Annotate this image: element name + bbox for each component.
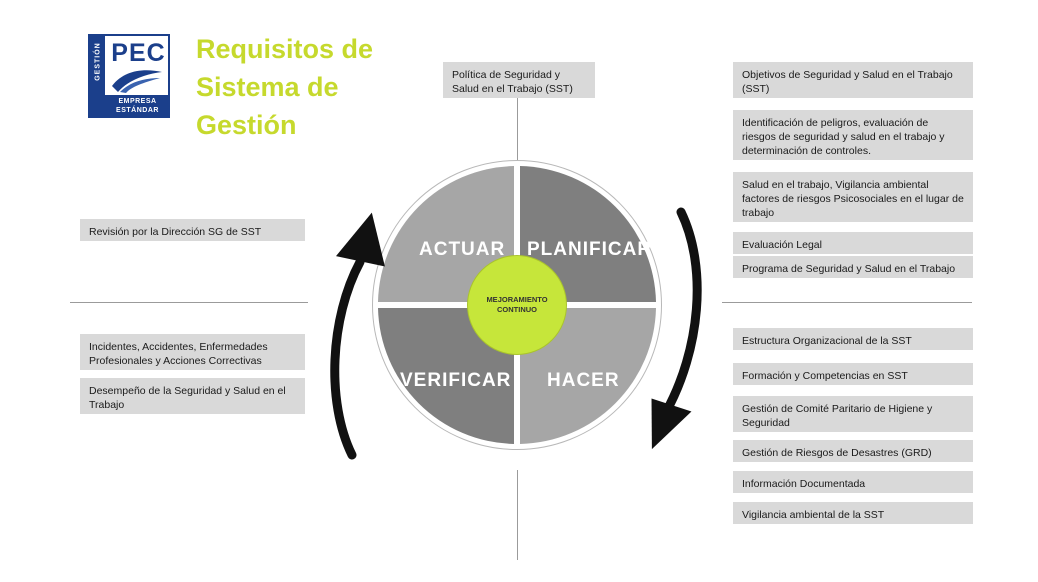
page-title: Requisitos de Sistema de Gestión — [196, 34, 374, 140]
box-top-right-3: Evaluación Legal — [733, 232, 973, 254]
quadrant-label-verificar: VERIFICAR — [400, 370, 512, 391]
box-top-center-0: Política de Seguridad y Salud en el Trabajo (SST) — [443, 62, 595, 98]
divider-bottom — [517, 470, 518, 560]
box-bottom-left-0: Incidentes, Accidentes, Enfermedades Profesionales y Acciones Correctivas — [80, 334, 305, 370]
pec-logo — [88, 34, 170, 118]
logo-band — [105, 95, 170, 116]
logo-side-text: GESTIÓN — [94, 42, 102, 81]
box-top-right-0: Objetivos de Seguridad y Salud en el Trabajo (SST) — [733, 62, 973, 98]
quadrant-label-hacer: HACER — [547, 370, 620, 391]
center-circle — [467, 255, 567, 355]
box-bottom-right-4: Información Documentada — [733, 471, 973, 493]
logo-pec-text: PEC — [111, 39, 166, 67]
logo-swoosh-icon — [110, 66, 166, 94]
box-bottom-right-0: Estructura Organizacional de la SST — [733, 328, 973, 350]
box-top-right-2: Salud en el trabajo, Vigilancia ambiental factores de riesgos Psicosociales en el lugar de trabajo — [733, 172, 973, 222]
box-top-right-4: Programa de Seguridad y Salud en el Trabajo — [733, 256, 973, 278]
pdca-cycle — [372, 160, 662, 450]
box-bottom-right-5: Vigilancia ambiental de la SST — [733, 502, 973, 524]
center-line1: MEJORAMIENTO — [486, 295, 548, 304]
divider-left — [70, 302, 308, 303]
quadrant-label-planificar: PLANIFICAR — [527, 239, 653, 260]
box-top-left-0: Revisión por la Dirección SG de SST — [80, 219, 305, 241]
quadrant-label-actuar: ACTUAR — [419, 239, 506, 260]
center-line2: CONTINUO — [497, 305, 537, 314]
logo-band-line1: EMPRESA — [118, 98, 157, 105]
box-bottom-right-1: Formación y Competencias en SST — [733, 363, 973, 385]
logo-band-line2: ESTÁNDAR — [116, 107, 159, 114]
divider-right — [722, 302, 972, 303]
logo-side-band — [90, 36, 105, 116]
box-bottom-right-2: Gestión de Comité Paritario de Higiene y Seguridad — [733, 396, 973, 432]
box-top-right-1: Identificación de peligros, evaluación de riesgos de seguridad y salud en el trabajo y determinación de controles. — [733, 110, 973, 160]
box-bottom-right-3: Gestión de Riesgos de Desastres (GRD) — [733, 440, 973, 462]
box-bottom-left-1: Desempeño de la Seguridad y Salud en el Trabajo — [80, 378, 305, 414]
